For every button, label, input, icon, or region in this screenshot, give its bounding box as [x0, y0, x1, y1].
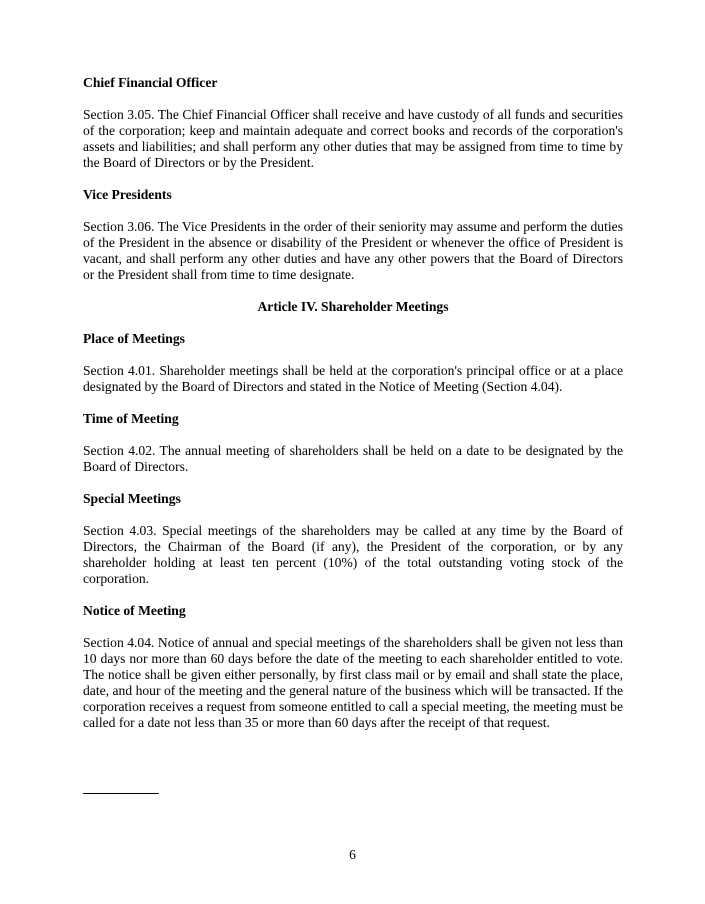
section-heading-time-of-meeting: Time of Meeting: [83, 411, 179, 426]
section-heading-chief-financial-officer: Chief Financial Officer: [83, 75, 218, 90]
document-page: [83, 75, 623, 747]
section-heading-notice-of-meeting: Notice of Meeting: [83, 603, 186, 618]
section-4-04-text: Section 4.04. Notice of annual and special meetings of the shareholders shall be given not less than 10 days nor more than 60 days before the date of the meeting to each shareholder entitled to vote. The notice shall be given either personally, by first class mail or by email and shall state the place, date, and hour of the meeting and the general nature of the business which will be transacted. If the corporation receives a request from someone entitled to call a special meeting, the meeting must be called for a date not less than 35 or more than 60 days after the receipt of that request.: [83, 635, 623, 730]
section-4-03-text: Section 4.03. Special meetings of the shareholders may be called at any time by the Board of Directors, the Chairman of the Board (if any), the President of the corporation, or by any shareholder holding at least ten percent (10%) of the total outstanding voting stock of the corporation.: [83, 523, 623, 586]
section-heading-place-of-meetings: Place of Meetings: [83, 331, 185, 346]
article-title: Article IV. Shareholder Meetings: [257, 299, 449, 314]
section-heading-special-meetings: Special Meetings: [83, 491, 181, 506]
section-4-02-text: Section 4.02. The annual meeting of shareholders shall be held on a date to be designated by the Board of Directors.: [83, 443, 623, 474]
section-3-06-text: Section 3.06. The Vice Presidents in the order of their seniority may assume and perform the duties of the President in the absence or disability of the President or whenever the office of President is vacant, and shall perform any other duties and have any other powers that the Board of Directors or the President shall from time to time designate.: [83, 219, 623, 282]
section-heading-vice-presidents: Vice Presidents: [83, 187, 172, 202]
footnote-separator: [83, 793, 159, 794]
section-3-05-text: Section 3.05. The Chief Financial Officer shall receive and have custody of all funds and securities of the corporation; keep and maintain adequate and correct books and records of the corporation's assets and liabilities; and shall perform any other duties that may be assigned from time to time by the Board of Directors or by the President.: [83, 107, 623, 170]
page-number: 6: [349, 847, 356, 862]
section-4-01-text: Section 4.01. Shareholder meetings shall be held at the corporation's principal office or at a place designated by the Board of Directors and stated in the Notice of Meeting (Section 4.04).: [83, 363, 623, 394]
